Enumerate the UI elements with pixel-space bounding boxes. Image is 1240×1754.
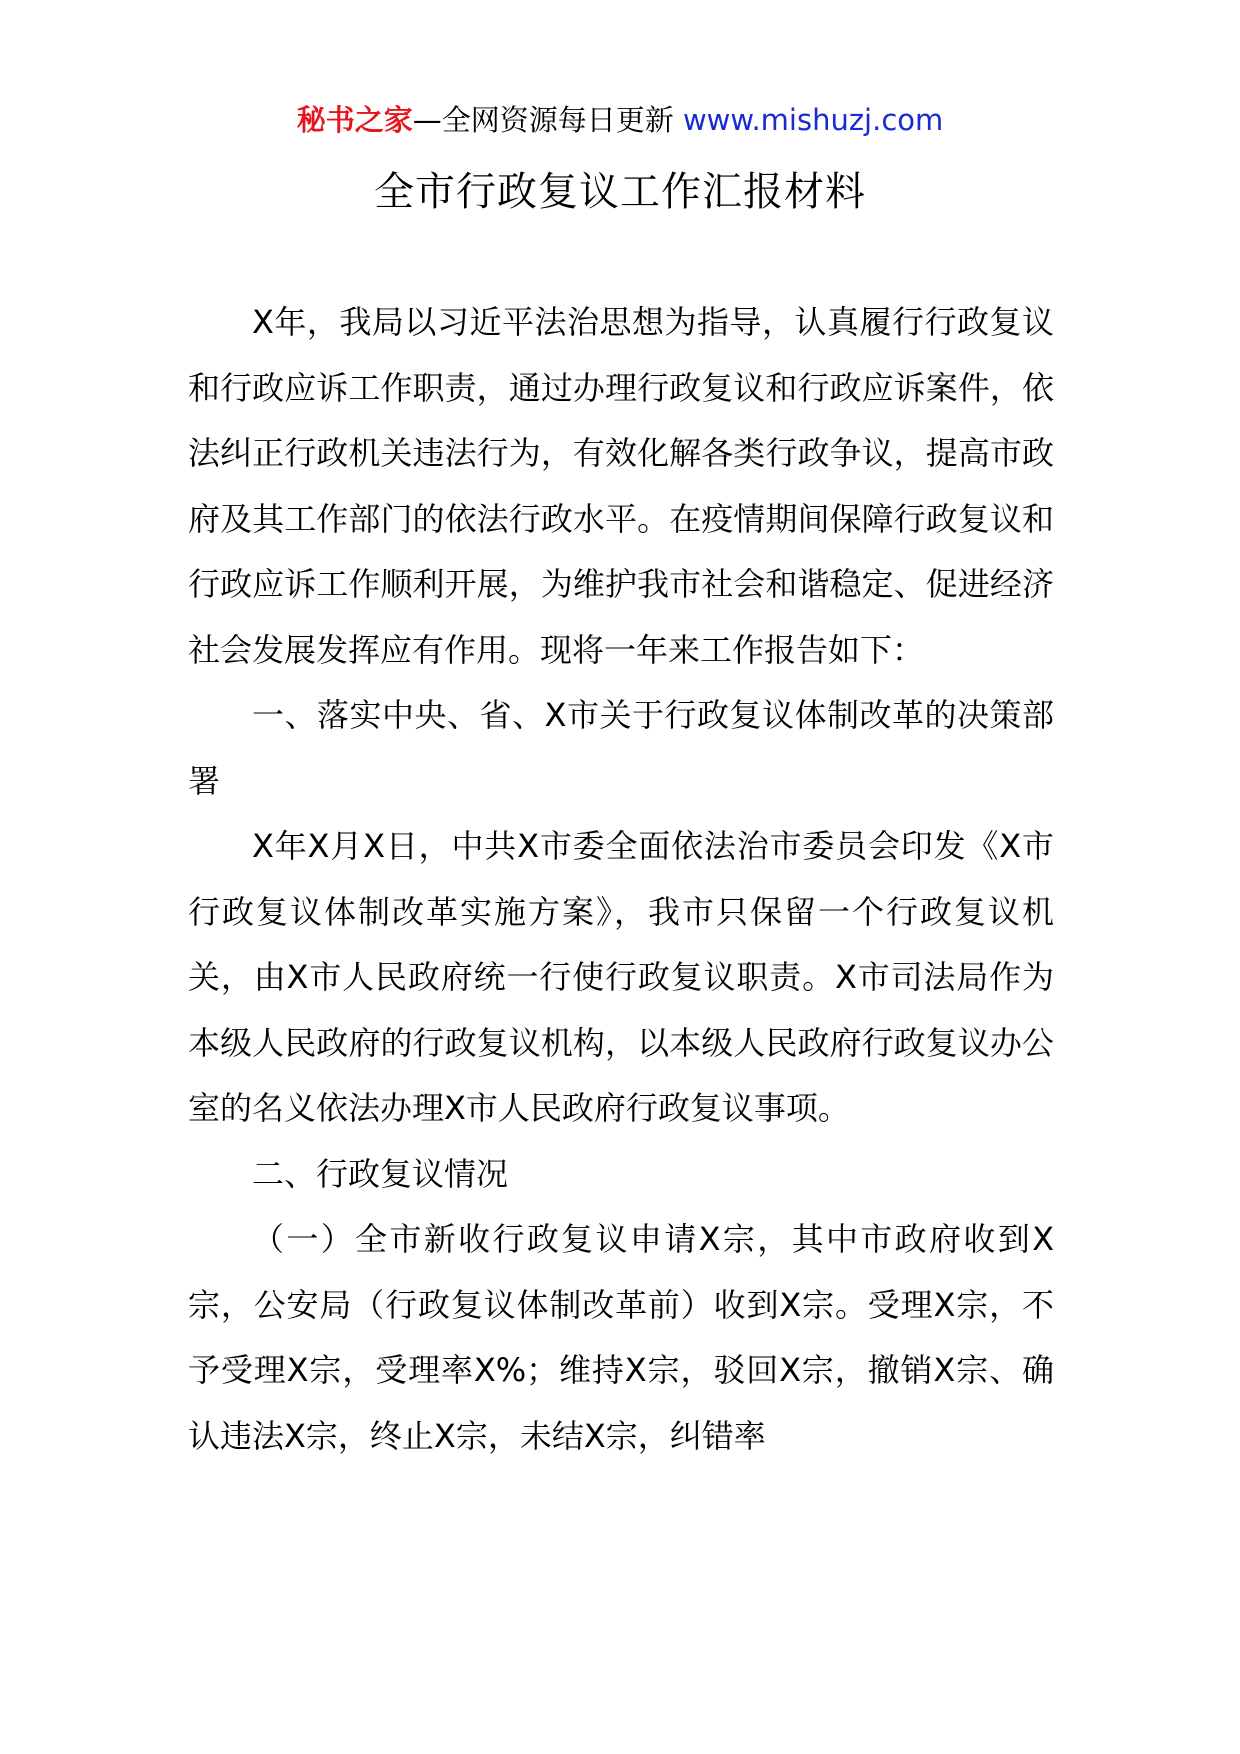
site-url-link[interactable]: www.mishuzj.com [682,103,944,137]
site-slogan: —全网资源每日更新 [412,103,683,137]
site-brand: 秘书之家 [296,103,413,137]
section-heading-1: 一、落实中央、省、X市关于行政复议体制改革的决策部署 [188,696,1054,800]
document-body [188,290,1054,1469]
section-2-paragraph: （一）全市新收行政复议申请X宗，其中市政府收到X宗，公安局（行政复议体制改革前）收到X宗。受理X宗，不予受理X宗，受理率X%；维持X宗，驳回X宗，撤销X宗、确认违法X宗，终止X宗，未结X宗，纠错率 [188,1220,1054,1455]
document-title: 全市行政复议工作汇报材料 [374,169,866,215]
intro-paragraph: X年，我局以习近平法治思想为指导，认真履行行政复议和行政应诉工作职责，通过办理行政复议和行政应诉案件，依法纠正行政机关违法行为，有效化解各类行政争议，提高市政府及其工作部门的依法行政水平。在疫情期间保障行政复议和行政应诉工作顺利开展，为维护我市社会和谐稳定、促进经济社会发展发挥应有作用。现将一年来工作报告如下： [188,303,1054,669]
section-1-paragraph: X年X月X日，中共X市委全面依法治市委员会印发《X市行政复议体制改革实施方案》，我市只保留一个行政复议机关，由X市人民政府统一行使行政复议职责。X市司法局作为本级人民政府的行政复议机构，以本级人民政府行政复议办公室的名义依法办理X市人民政府行政复议事项。 [188,827,1054,1127]
site-header [0,100,1240,140]
section-heading-2: 二、行政复议情况 [252,1154,509,1193]
